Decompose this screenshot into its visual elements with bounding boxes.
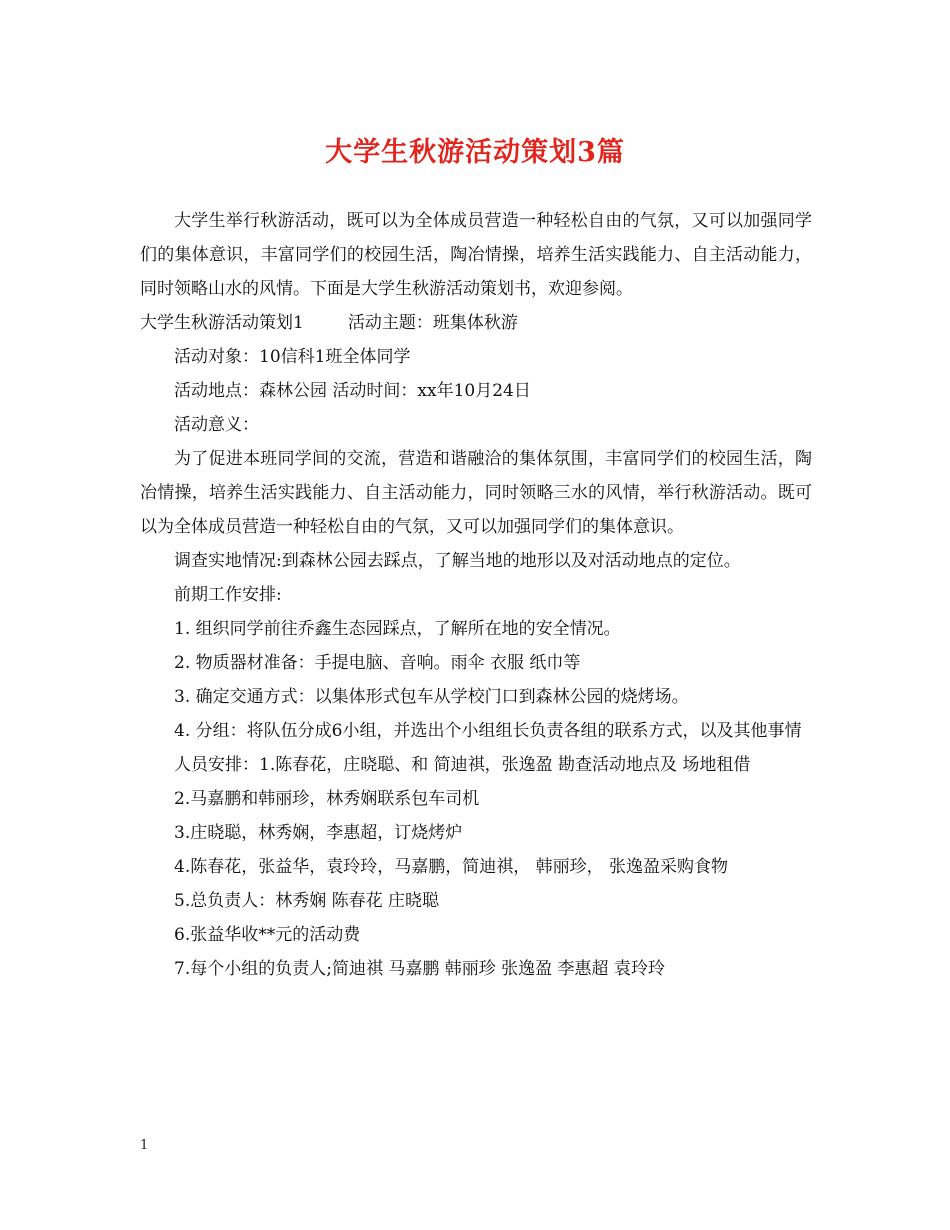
prep-label: 前期工作安排: — [174, 585, 282, 605]
prep-item: 3. 确定交通方式：以集体形式包车从学校门口到森林公园的烧烤场。 — [174, 687, 689, 707]
page-number: 1 — [140, 1138, 149, 1153]
prep-item: 4. 分组：将队伍分成6小组，并选出个小组组长负责各组的联系方式，以及其他事情 — [174, 721, 802, 741]
document-body — [140, 204, 812, 986]
staff-item: 人员安排：1.陈春花，庄晓聪、和 简迪祺，张逸盈 勘查活动地点及 场地租借 — [174, 755, 751, 775]
plan-label: 大学生秋游活动策划1 — [140, 313, 304, 333]
staff-item: 7.每个小组的负责人;简迪祺 马嘉鹏 韩丽珍 张逸盈 李惠超 袁玲玲 — [174, 959, 665, 979]
meaning-label: 活动意义： — [174, 415, 259, 435]
activity-theme: 活动主题：班集体秋游 — [347, 313, 518, 333]
survey-paragraph: 调查实地情况:到森林公园去踩点，了解当地的地形以及对活动地点的定位。 — [174, 551, 741, 571]
staff-item: 6.张益华收**元的活动费 — [174, 925, 361, 945]
intro-paragraph: 大学生举行秋游活动，既可以为全体成员营造一种轻松自由的气氛，又可以加强同学们的集体意识，丰富同学们的校园生活，陶冶情操，培养生活实践能力、自主活动能力，同时领略山水的风情。下面是大学生秋游活动策划书，欢迎参阅。 — [140, 211, 812, 299]
document-title: 大学生秋游活动策划3篇 — [325, 137, 625, 168]
prep-item: 1. 组织同学前往乔鑫生态园踩点，了解所在地的安全情况。 — [174, 619, 621, 639]
meaning-paragraph: 为了促进本班同学间的交流，营造和谐融洽的集体氛围，丰富同学们的校园生活，陶冶情操，培养生活实践能力、自主活动能力，同时领略三水的风情，举行秋游活动。既可以为全体成员营造一种轻松自由的气氛，又可以加强同学们的集体意识。 — [140, 449, 812, 537]
staff-item: 5.总负责人：林秀娴 陈春花 庄晓聪 — [174, 891, 440, 911]
staff-item: 4.陈春花，张益华，袁玲玲，马嘉鹏，简迪祺， 韩丽珍， 张逸盈采购食物 — [174, 857, 729, 877]
prep-item: 2. 物质器材准备：手提电脑、音响。雨伞 衣服 纸巾等 — [174, 653, 581, 673]
activity-target: 活动对象：10信科1班全体同学 — [174, 347, 411, 367]
staff-item: 3.庄晓聪，林秀娴，李惠超，订烧烤炉 — [174, 823, 463, 843]
activity-place-time: 活动地点：森林公园 活动时间：xx年10月24日 — [174, 381, 531, 401]
plan-heading-line — [140, 306, 812, 340]
staff-item: 2.马嘉鹏和韩丽珍，林秀娴联系包车司机 — [174, 789, 480, 809]
